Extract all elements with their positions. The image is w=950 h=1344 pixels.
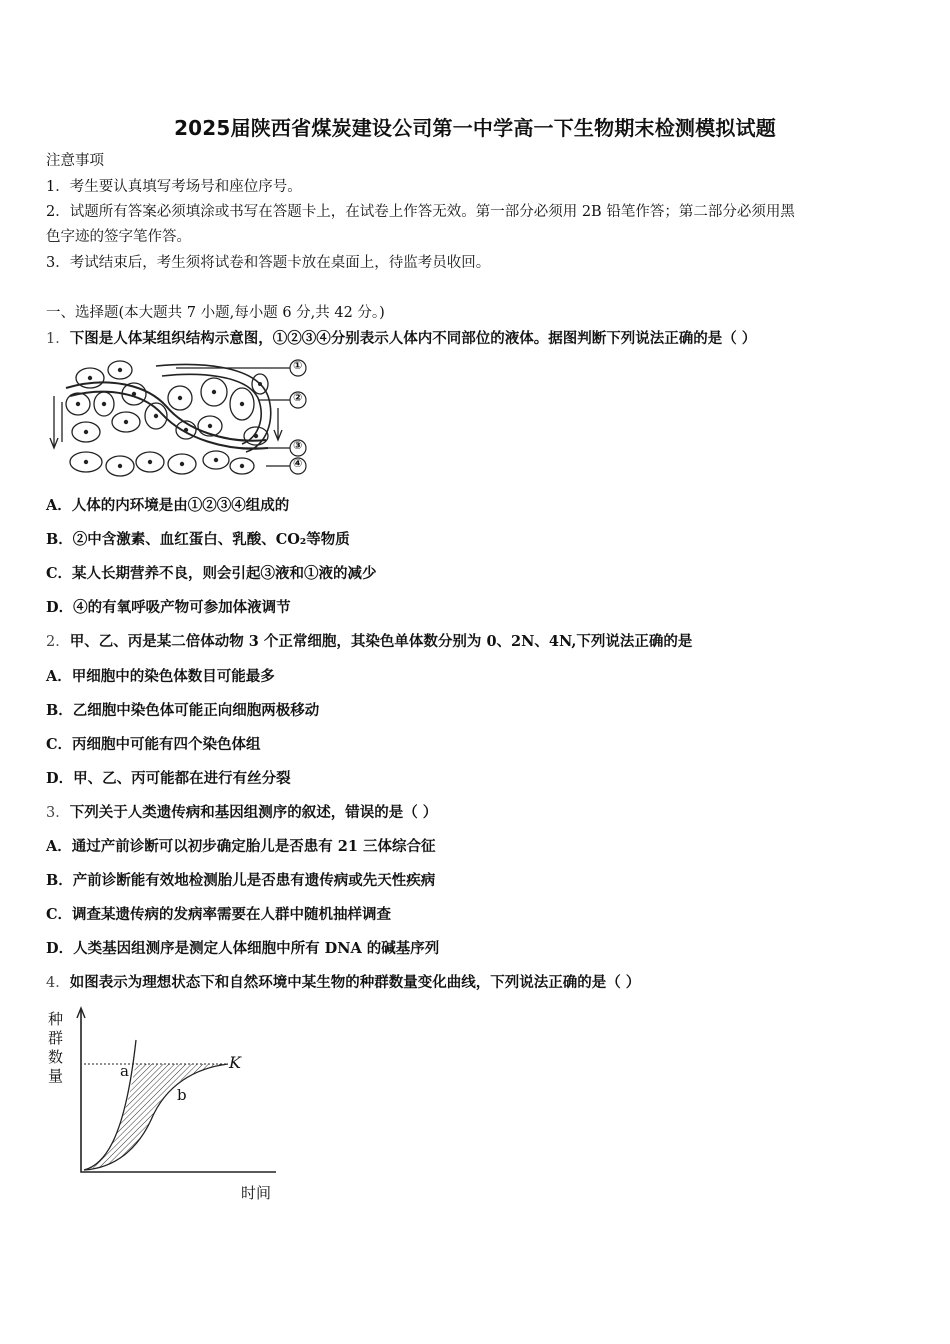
section-heading: 一、选择题(本大题共 7 小题,每小题 6 分,共 42 分。) (46, 305, 385, 321)
q1-option-b: B．②中含激素、血红蛋白、乳酸、CO₂等物质 (46, 531, 350, 548)
ylabel-char: 群 (48, 1029, 64, 1047)
q3-option-d: D．人类基因组测序是测定人体细胞中所有 DNA 的碱基序列 (46, 940, 440, 957)
ylabel-char: 数 (48, 1048, 64, 1066)
q3-option-b: B．产前诊断能有效地检测胎儿是否患有遗传病或先天性疾病 (46, 872, 436, 889)
question-text: 甲、乙、丙是某二倍体动物 3 个正常细胞，其染色单体数分别为 0、2N、4N,下列说法正确的是 (69, 633, 693, 650)
question-4-stem (46, 971, 640, 992)
question-number: 3． (46, 805, 70, 821)
figure-label-4: ④ (293, 457, 303, 470)
notice-heading: 注意事项 (46, 153, 104, 169)
notice-item-2-cont: 色字迹的签字笔作答。 (46, 229, 191, 245)
notice-item-2: 2．试题所有答案必须填涂或书写在答题卡上，在试卷上作答无效。第一部分必须用 2B 铅笔作答；第二部分必须用黑 (46, 204, 795, 220)
question-1-stem (46, 327, 756, 348)
question-2-stem (46, 630, 692, 651)
q1-option-c: C．某人长期营养不良，则会引起③液和①液的减少 (46, 565, 377, 582)
tissue-structure-diagram (46, 356, 310, 480)
question-number: 1． (46, 331, 70, 347)
k-label: K (229, 1053, 241, 1072)
question-text: 如图表示为理想状态下和自然环境中某生物的种群数量变化曲线，下列说法正确的是（ ） (69, 974, 641, 991)
q2-option-a: A．甲细胞中的染色体数目可能最多 (46, 668, 275, 685)
q2-option-c: C．丙细胞中可能有四个染色体组 (46, 736, 261, 753)
figure-label-3: ③ (293, 439, 303, 452)
figure-label-2: ② (293, 391, 303, 404)
question-3-stem (46, 801, 437, 822)
exam-title: 2025届陕西省煤炭建设公司第一中学高一下生物期末检测模拟试题 (174, 116, 776, 140)
q1-option-d: D．④的有氧呼吸产物可参加体液调节 (46, 599, 291, 616)
q3-option-a: A．通过产前诊断可以初步确定胎儿是否患有 21 三体综合征 (46, 838, 436, 855)
notice-item-3: 3．考试结束后，考生须将试卷和答题卡放在桌面上，待监考员收回。 (46, 255, 491, 271)
question-number: 4． (46, 975, 70, 991)
graph-ylabel (48, 1010, 63, 1086)
graph-xlabel: 时间 (241, 1184, 272, 1202)
q1-option-a: A．人体的内环境是由①②③④组成的 (46, 497, 290, 514)
q2-option-d: D．甲、乙、丙可能都在进行有丝分裂 (46, 770, 291, 787)
figure-label-1: ① (293, 359, 303, 372)
ylabel-char: 种 (48, 1010, 64, 1028)
question-text: 下图是人体某组织结构示意图，①②③④分别表示人体内不同部位的液体。据图判断下列说法正确的是（ ） (69, 330, 757, 347)
q3-option-c: C．调查某遗传病的发病率需要在人群中随机抽样调查 (46, 906, 392, 923)
curve-b-label: b (177, 1086, 187, 1104)
q2-option-b: B．乙细胞中染色体可能正向细胞两极移动 (46, 702, 320, 719)
population-growth-graph (46, 1000, 286, 1210)
question-number: 2． (46, 634, 70, 650)
question-text: 下列关于人类遗传病和基因组测序的叙述，错误的是（ ） (69, 804, 438, 821)
curve-a-label: a (120, 1062, 129, 1080)
notice-item-1: 1．考生要认真填写考场号和座位序号。 (46, 179, 302, 195)
ylabel-char: 量 (48, 1067, 64, 1085)
